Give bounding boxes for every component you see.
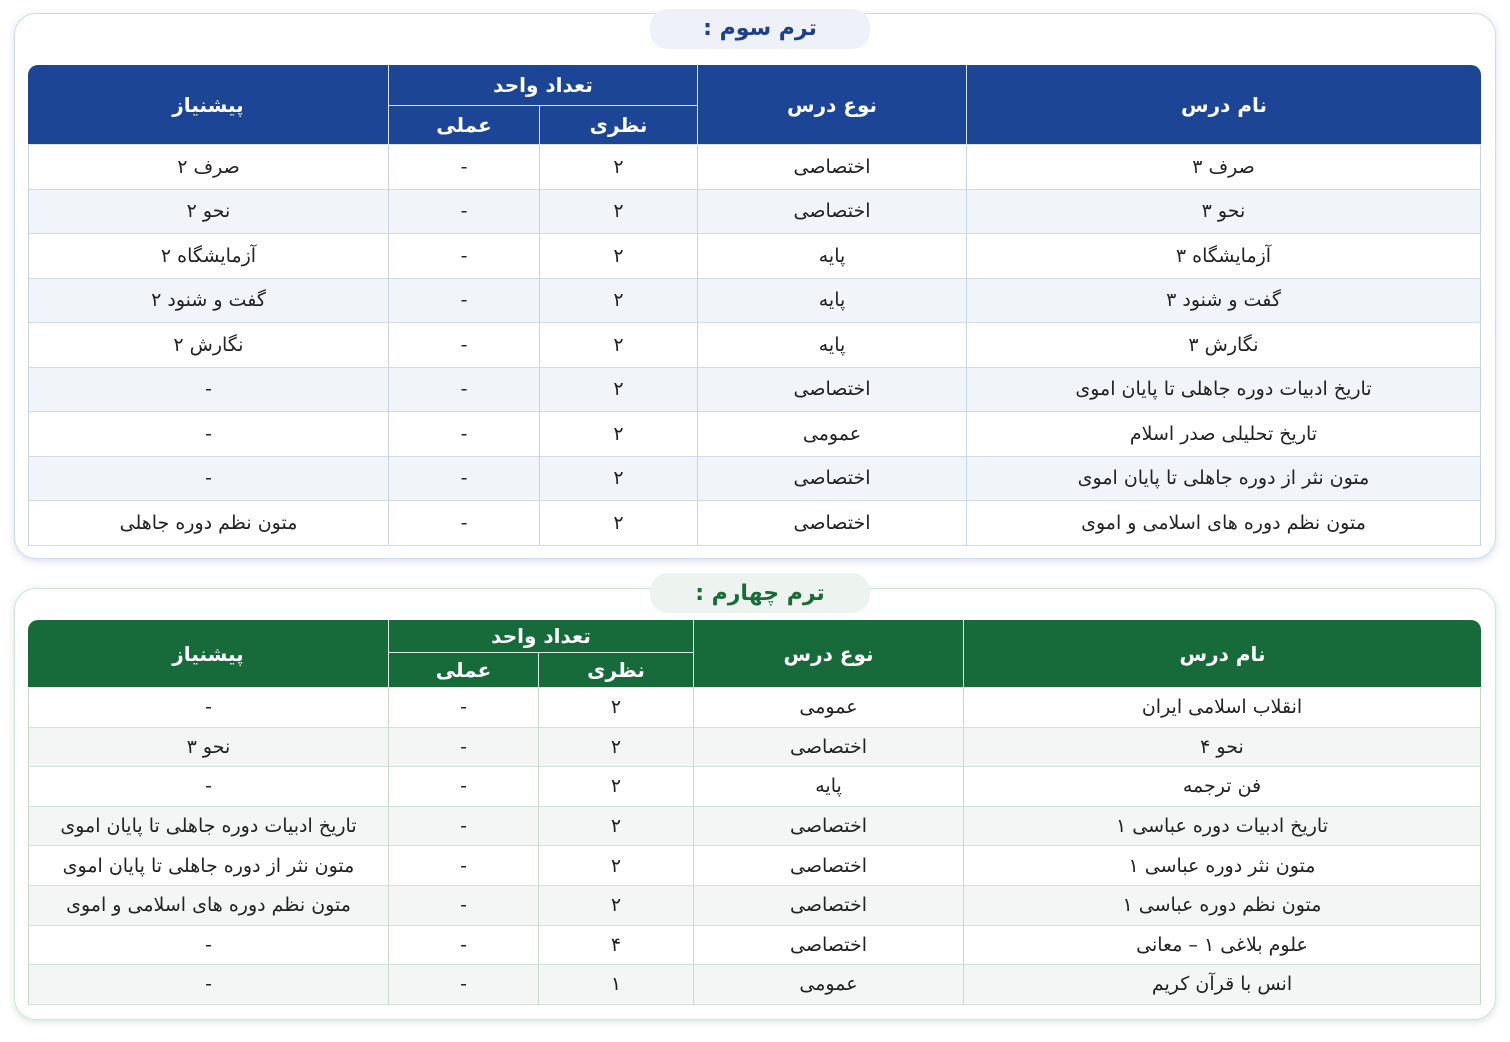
prerequisite-cell: متون نظم دوره جاهلی xyxy=(28,501,388,546)
practical-units-cell: - xyxy=(388,688,538,728)
header-prerequisite: پیشنیاز xyxy=(28,620,388,688)
course-type-cell: عمومی xyxy=(693,965,963,1005)
practical-units-cell: - xyxy=(388,457,539,502)
prerequisite-cell: - xyxy=(28,767,388,807)
prerequisite-cell: صرف ۲ xyxy=(28,145,388,190)
prerequisite-cell: تاریخ ادبیات دوره جاهلی تا پایان اموی xyxy=(28,807,388,847)
course-name-cell: فن ترجمه xyxy=(963,767,1481,807)
header-theory: نظری xyxy=(539,106,697,145)
table-row xyxy=(28,234,1481,279)
term4-title: ترم چهارم : xyxy=(650,573,870,613)
course-type-cell: اختصاصی xyxy=(697,190,966,235)
practical-units-cell: - xyxy=(388,807,538,847)
theory-units-cell: ۲ xyxy=(538,886,693,926)
prerequisite-cell: گفت و شنود ۲ xyxy=(28,279,388,324)
theory-units-cell: ۱ xyxy=(538,965,693,1005)
course-type-cell: اختصاصی xyxy=(697,457,966,502)
theory-units-cell: ۲ xyxy=(539,234,697,279)
course-type-cell: پایه xyxy=(697,323,966,368)
prerequisite-cell: - xyxy=(28,688,388,728)
course-name-cell: تاریخ ادبیات دوره جاهلی تا پایان اموی xyxy=(966,368,1481,413)
prerequisite-cell: - xyxy=(28,412,388,457)
practical-units-cell: - xyxy=(388,234,539,279)
practical-units-cell: - xyxy=(388,368,539,413)
table-row xyxy=(28,279,1481,324)
practical-units-cell: - xyxy=(388,728,538,768)
header-theory: نظری xyxy=(538,653,693,688)
theory-units-cell: ۲ xyxy=(539,145,697,190)
header-practical: عملی xyxy=(388,653,538,688)
table-row xyxy=(28,926,1481,966)
course-type-cell: اختصاصی xyxy=(693,926,963,966)
table-row xyxy=(28,688,1481,728)
table-row xyxy=(28,412,1481,457)
course-name-cell: آزمایشگاه ۳ xyxy=(966,234,1481,279)
theory-units-cell: ۴ xyxy=(538,926,693,966)
practical-units-cell: - xyxy=(388,279,539,324)
term3-body xyxy=(28,145,1481,546)
course-name-cell: انقلاب اسلامی ایران xyxy=(963,688,1481,728)
course-type-cell: اختصاصی xyxy=(697,368,966,413)
prerequisite-cell: - xyxy=(28,965,388,1005)
header-course-name: نام درس xyxy=(966,65,1481,145)
theory-units-cell: ۲ xyxy=(539,368,697,413)
header-prerequisite: پیشنیاز xyxy=(28,65,388,145)
practical-units-cell: - xyxy=(388,767,538,807)
practical-units-cell: - xyxy=(388,412,539,457)
prerequisite-cell: - xyxy=(28,368,388,413)
prerequisite-cell: نحو ۳ xyxy=(28,728,388,768)
prerequisite-cell: متون نثر از دوره جاهلی تا پایان اموی xyxy=(28,846,388,886)
prerequisite-cell: - xyxy=(28,926,388,966)
course-type-cell: پایه xyxy=(697,234,966,279)
course-name-cell: تاریخ ادبیات دوره عباسی ۱ xyxy=(963,807,1481,847)
term4-table xyxy=(28,620,1481,1005)
prerequisite-cell: نحو ۲ xyxy=(28,190,388,235)
course-type-cell: عمومی xyxy=(693,688,963,728)
header-course-name: نام درس xyxy=(963,620,1481,688)
course-type-cell: اختصاصی xyxy=(693,807,963,847)
theory-units-cell: ۲ xyxy=(538,688,693,728)
table-row xyxy=(28,323,1481,368)
course-type-cell: اختصاصی xyxy=(693,886,963,926)
course-type-cell: اختصاصی xyxy=(693,728,963,768)
course-name-cell: نحو ۳ xyxy=(966,190,1481,235)
practical-units-cell: - xyxy=(388,323,539,368)
course-name-cell: علوم بلاغی ۱ – معانی xyxy=(963,926,1481,966)
course-name-cell: تاریخ تحلیلی صدر اسلام xyxy=(966,412,1481,457)
theory-units-cell: ۲ xyxy=(539,457,697,502)
header-course-type: نوع درس xyxy=(697,65,966,145)
table-row xyxy=(28,457,1481,502)
practical-units-cell: - xyxy=(388,190,539,235)
prerequisite-cell: - xyxy=(28,457,388,502)
term3-table xyxy=(28,65,1481,546)
course-name-cell: انس با قرآن کریم xyxy=(963,965,1481,1005)
course-name-cell: متون نثر از دوره جاهلی تا پایان اموی xyxy=(966,457,1481,502)
course-type-cell: اختصاصی xyxy=(697,145,966,190)
table-row xyxy=(28,886,1481,926)
practical-units-cell: - xyxy=(388,145,539,190)
course-type-cell: پایه xyxy=(697,279,966,324)
theory-units-cell: ۲ xyxy=(538,846,693,886)
course-name-cell: نگارش ۳ xyxy=(966,323,1481,368)
course-name-cell: گفت و شنود ۳ xyxy=(966,279,1481,324)
table-row xyxy=(28,728,1481,768)
course-type-cell: پایه xyxy=(693,767,963,807)
table-row xyxy=(28,965,1481,1005)
theory-units-cell: ۲ xyxy=(538,767,693,807)
theory-units-cell: ۲ xyxy=(539,190,697,235)
practical-units-cell: - xyxy=(388,965,538,1005)
table-row xyxy=(28,846,1481,886)
course-name-cell: متون نظم دوره عباسی ۱ xyxy=(963,886,1481,926)
practical-units-cell: - xyxy=(388,926,538,966)
course-name-cell: نحو ۴ xyxy=(963,728,1481,768)
prerequisite-cell: آزمایشگاه ۲ xyxy=(28,234,388,279)
table-row xyxy=(28,145,1481,190)
header-course-type: نوع درس xyxy=(693,620,963,688)
course-name-cell: متون نثر دوره عباسی ۱ xyxy=(963,846,1481,886)
header-practical: عملی xyxy=(388,106,539,145)
term4-body xyxy=(28,688,1481,1005)
course-type-cell: اختصاصی xyxy=(697,501,966,546)
theory-units-cell: ۲ xyxy=(538,807,693,847)
course-name-cell: متون نظم دوره های اسلامی و اموی xyxy=(966,501,1481,546)
theory-units-cell: ۲ xyxy=(539,279,697,324)
prerequisite-cell: نگارش ۲ xyxy=(28,323,388,368)
table-row xyxy=(28,807,1481,847)
practical-units-cell: - xyxy=(388,886,538,926)
course-type-cell: عمومی xyxy=(697,412,966,457)
course-type-cell: اختصاصی xyxy=(693,846,963,886)
term3-title: ترم سوم : xyxy=(650,9,870,49)
theory-units-cell: ۲ xyxy=(539,412,697,457)
table-row xyxy=(28,368,1481,413)
theory-units-cell: ۲ xyxy=(539,501,697,546)
table-row xyxy=(28,190,1481,235)
practical-units-cell: - xyxy=(388,846,538,886)
course-name-cell: صرف ۳ xyxy=(966,145,1481,190)
table-row xyxy=(28,767,1481,807)
header-units: تعداد واحد xyxy=(388,620,693,653)
theory-units-cell: ۲ xyxy=(538,728,693,768)
table-row xyxy=(28,501,1481,546)
header-units: تعداد واحد xyxy=(388,65,697,106)
practical-units-cell: - xyxy=(388,501,539,546)
prerequisite-cell: متون نظم دوره های اسلامی و اموی xyxy=(28,886,388,926)
theory-units-cell: ۲ xyxy=(539,323,697,368)
